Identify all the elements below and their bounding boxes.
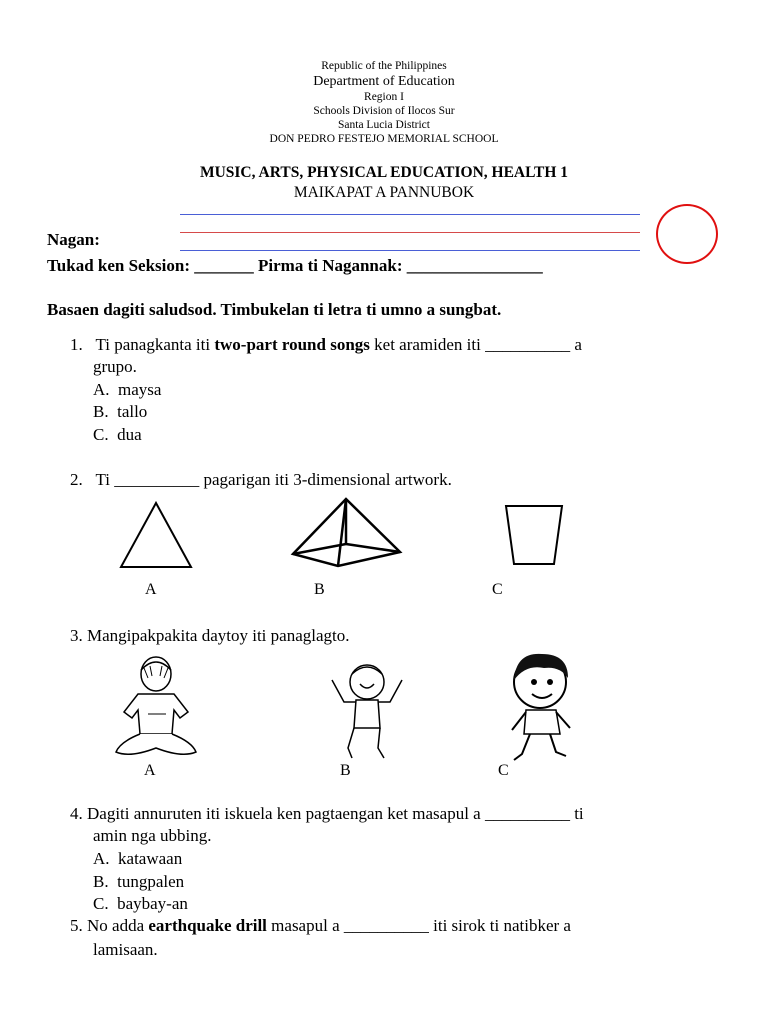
exam-title: MAIKAPAT A PANNUBOK [293,184,475,201]
choice-4a: A. katawaan [93,849,183,868]
sitting-child-illustration [110,654,202,764]
header-region: Region I [364,91,404,103]
choice-1c: C. dua [93,425,142,444]
name-line-middle [180,232,640,233]
question-1-continuation: grupo. [93,357,137,376]
name-line-top [180,214,640,215]
walking-child-illustration [500,650,578,768]
question-5-continuation: lamisaan. [93,940,158,959]
subject-title: MUSIC, ARTS, PHYSICAL EDUCATION, HEALTH 1 [199,164,569,181]
header-district: Santa Lucia District [338,119,430,131]
choice-1b: B. tallo [93,402,148,421]
question-number: 1. [70,335,83,354]
shape-label-a: A [145,581,157,598]
question-4-continuation: amin nga ubbing. [93,826,212,845]
choice-1a: A. maysa [93,380,162,399]
question-3: 3. Mangipakpakita daytoy iti panaglagto. [70,626,350,645]
choice-4b: B. tungpalen [93,872,185,891]
instructions: Basaen dagiti saludsod. Timbukelan ti letra ti umno a sungbat. [47,300,502,319]
picture-label-c: C [498,762,509,779]
name-label: Nagan: [47,230,100,249]
question-emphasis: earthquake drill [148,916,267,935]
question-text: Ti panagkanta iti [95,335,215,354]
name-line-bottom [180,250,640,251]
shape-label-b: B [314,581,325,598]
jumping-child-illustration [322,658,412,764]
picture-label-a: A [144,762,156,779]
pyramid-shape [288,496,404,568]
shape-label-c: C [492,581,503,598]
choice-4c: C. baybay-an [93,894,188,913]
header-republic: Republic of the Philippines [321,60,447,72]
header-department: Department of Education [313,74,455,89]
question-1 [70,335,582,355]
question-emphasis: two-part round songs [214,335,370,354]
score-circle [656,204,718,264]
header-division: Schools Division of Ilocos Sur [313,105,455,117]
trapezoid-shape [502,502,566,568]
picture-label-b: B [340,762,351,779]
triangle-shape [118,500,194,570]
question-text: ket aramiden iti __________ a [369,335,582,354]
grade-section-signature-line: Tukad ken Seksion: _______ Pirma ti Nagannak: ________________ [47,256,543,275]
header-school: DON PEDRO FESTEJO MEMORIAL SCHOOL [269,133,499,145]
question-2: 2. Ti __________ pagarigan iti 3-dimensional artwork. [70,470,452,489]
question-5: 5. No adda earthquake drill masapul a __________ iti sirok ti natibker a [70,916,571,935]
question-4: 4. Dagiti annuruten iti iskuela ken pagtaengan ket masapul a __________ ti [70,804,584,823]
